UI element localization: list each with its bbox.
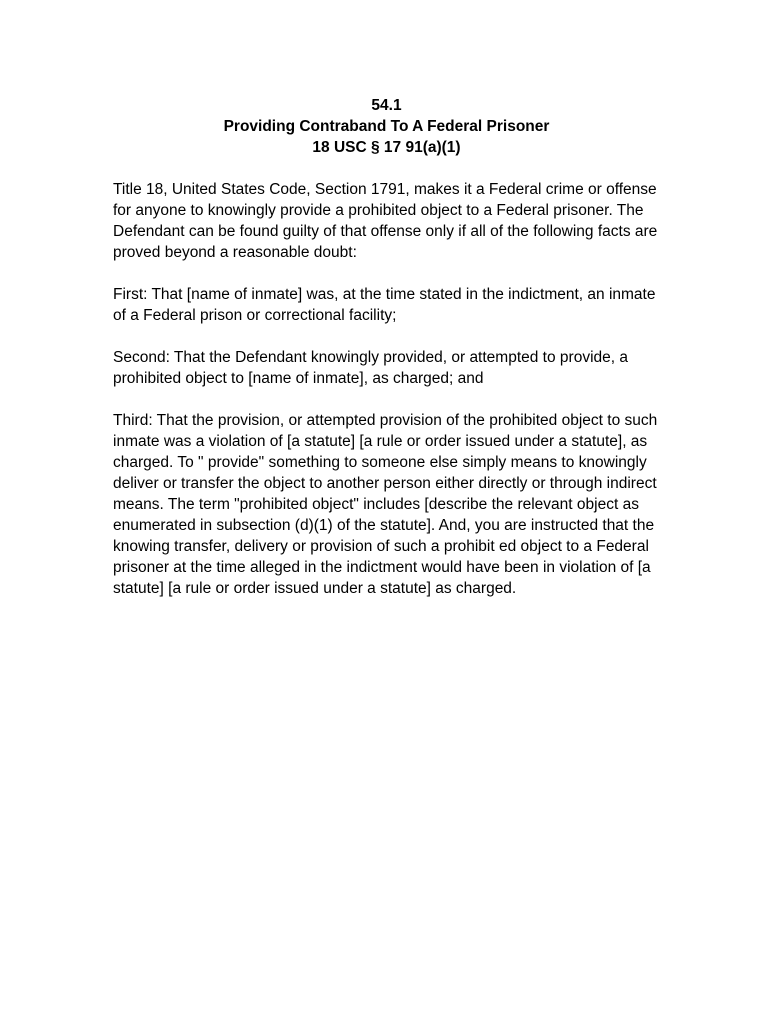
heading-statute-citation: 18 USC § 17 91(a)(1) [312,139,461,156]
paragraph-element-second: Second: That the Defendant knowingly provided, or attempted to provide, a prohibited object to [name of inmate], as charged; and [113,349,628,387]
document-body [113,179,660,599]
paragraph-element-third: Third: That the provision, or attempted provision of the prohibited object to such inmate was a violation of [a statute] [a rule or order issued under a statute], as charged. To " provide" something to someone else simply means to knowingly deliver or transfer the object to another person either directly or through indirect means. The term "prohibited object" includes [describe the relevant object as enumerated in subsection (d)(1) of the statute]. And, you are instructed that the knowing transfer, delivery or provision of such a prohibit ed object to a Federal prisoner at the time alleged in the indictment would have been in violation of [a statute] [a rule or order issued under a statute] as charged. [113,412,658,597]
paragraph-intro: Title 18, United States Code, Section 1791, makes it a Federal crime or offense for anyone to knowingly provide a prohibited object to a Federal prisoner. The Defendant can be found guilty of that offense only if all of the following facts are proved beyond a reasonable doubt: [113,181,658,261]
heading-section-number: 54.1 [371,97,402,114]
paragraph-element-first: First: That [name of inmate] was, at the time stated in the indictment, an inmate of a Federal prison or correctional facility; [113,286,656,324]
document-heading [113,95,660,158]
document-content [113,95,660,620]
heading-title: Providing Contraband To A Federal Prisoner [223,118,550,135]
